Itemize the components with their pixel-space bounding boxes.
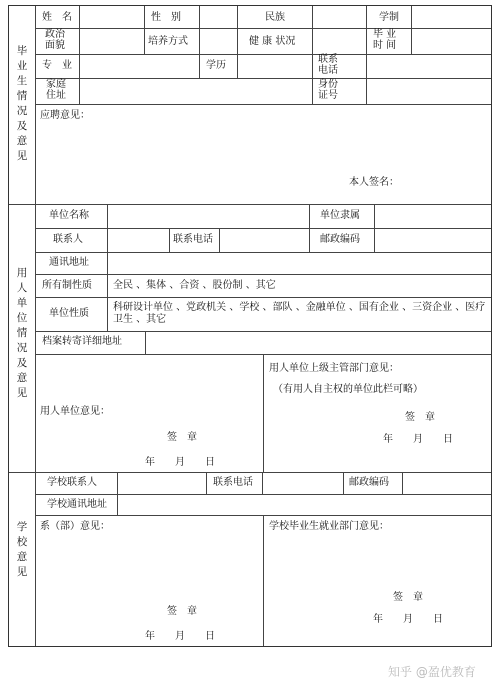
row-divider [35,297,491,298]
col-divider [206,472,207,494]
self-signature-label: 本人签名： [349,177,399,188]
employment-stamp-label: 签 章 [393,592,423,603]
col-divider [374,204,375,252]
row-divider [35,28,491,29]
section3-side-label: 学校意见 [16,521,28,578]
education-label: 学历 [206,60,226,71]
col-divider [263,515,264,646]
application-opinion-label: 应聘意见： [40,110,90,121]
school-postcode-label: 邮政编码 [349,477,389,488]
unit-type-label: 单位性质 [49,308,89,319]
training-label: 培养方式 [148,36,188,47]
row-divider [35,78,491,79]
superior-date-label: 年 月 日 [383,434,453,445]
unit-affiliation-label: 单位隶属 [320,210,360,221]
graduation-label: 毕 业时 间 [373,29,397,51]
row-divider [35,104,491,105]
col-divider [199,6,200,54]
schooling-label: 学制 [379,12,399,23]
col-divider [145,331,146,354]
employment-registration-form [8,5,492,647]
col-divider [343,472,344,494]
col-divider [237,54,238,78]
school-contact-label: 学校联系人 [47,477,97,488]
superior-note: （有用人自主权的单位此栏可略） [273,384,423,395]
unit-stamp-label: 签 章 [167,432,197,443]
col-divider [117,472,118,515]
col-divider [366,6,367,104]
col-divider [169,228,170,252]
school-phone-label: 联系电话 [213,477,253,488]
dept-stamp-label: 签 章 [167,606,197,617]
col-divider [144,6,145,54]
ownership-options: 全民 、集体 、合资 、股份制 、其它 [113,280,276,291]
name-label: 姓 名 [42,12,72,23]
major-label: 专 业 [42,60,72,71]
ownership-label: 所有制性质 [42,280,92,291]
unit-opinion-label: 用人单位意见： [40,406,110,417]
health-label: 健 康 状况 [249,36,296,47]
col-divider [237,28,238,54]
superior-opinion-label: 用人单位上级主管部门意见： [269,363,399,374]
col-divider [411,6,412,54]
row-divider [35,274,491,275]
col-divider [263,354,264,472]
unit-contact-label: 联系人 [53,234,83,245]
section1-side-label: 毕业生情况及意见 [16,45,28,162]
dept-opinion-label: 系（部）意见： [40,521,110,532]
phone-label: 联系电话 [318,54,338,76]
superior-stamp-label: 签 章 [405,412,435,423]
section2-bottom-border [9,472,491,473]
col-divider [402,472,403,494]
ethnicity-label: 民族 [265,12,285,23]
section1-bottom-border [9,204,491,205]
gender-label: 性 别 [151,12,181,23]
school-address-label: 学校通讯地址 [47,499,107,510]
row-divider [35,331,491,332]
politics-label: 政治面貌 [45,29,65,51]
col-divider [312,6,313,104]
row-divider [35,494,491,495]
dept-date-label: 年 月 日 [145,631,215,642]
archive-address-label: 档案转寄详细地址 [42,336,122,347]
col-divider [262,472,263,494]
unit-date-label: 年 月 日 [145,457,215,468]
row-divider [35,252,491,253]
unit-type-options: 科研设计单位 、党政机关 、学校 、部队 、金融单位 、国有企业 、三资企业 、医疗卫生 、其它 [113,302,486,325]
row-divider [35,228,491,229]
unit-postcode-label: 邮政编码 [320,234,360,245]
id-label: 身份证号 [318,79,338,101]
row-divider [35,54,491,55]
col-divider [107,204,108,331]
col-divider [199,54,200,78]
employment-opinion-label: 学校毕业生就业部门意见： [269,521,389,532]
unit-phone-label: 联系电话 [173,234,213,245]
watermark: 知乎 @盈优教育 [388,665,476,679]
employment-date-label: 年 月 日 [373,614,443,625]
section2-side-label: 用人单位情况及意见 [16,267,28,399]
col-divider [79,6,80,104]
unit-address-label: 通讯地址 [49,257,89,268]
side-column-divider [35,6,36,646]
unit-name-label: 单位名称 [49,210,89,221]
col-divider [237,6,238,28]
col-divider [219,228,220,252]
address-label: 家庭住址 [46,79,66,101]
col-divider [309,204,310,252]
